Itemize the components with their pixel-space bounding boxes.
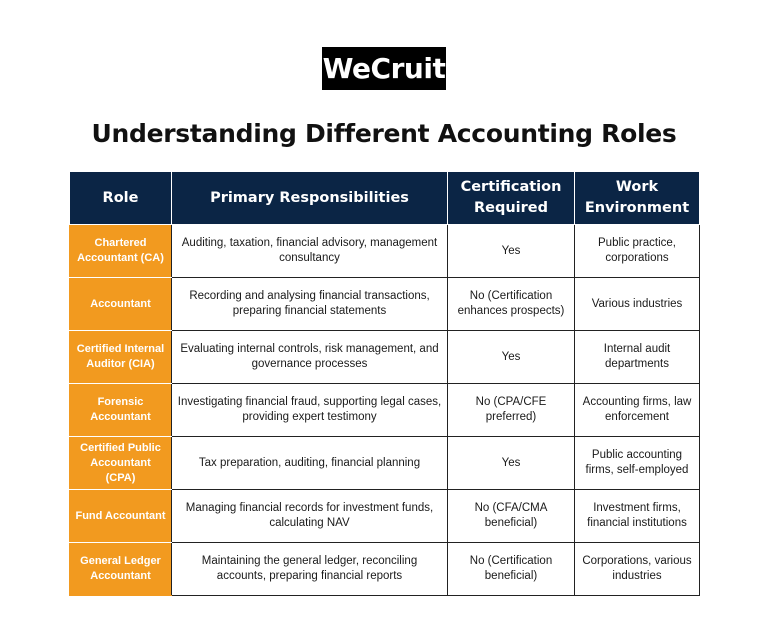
- table-row: [70, 225, 700, 278]
- responsibilities-cell: Recording and analysing financial transactions, preparing financial statements: [172, 278, 448, 331]
- certification-cell: No (Certification enhances prospects): [448, 278, 575, 331]
- responsibilities-cell: Investigating financial fraud, supporting legal cases, providing expert testimony: [172, 384, 448, 437]
- table-body: [70, 225, 700, 596]
- role-cell: General Ledger Accountant: [70, 543, 172, 596]
- responsibilities-cell: Auditing, taxation, financial advisory, management consultancy: [172, 225, 448, 278]
- role-cell: Chartered Accountant (CA): [70, 225, 172, 278]
- table-row: [70, 490, 700, 543]
- table-row: [70, 331, 700, 384]
- responsibilities-cell: Managing financial records for investment funds, calculating NAV: [172, 490, 448, 543]
- certification-cell: Yes: [448, 437, 575, 490]
- header-environment: Work Environment: [575, 172, 700, 225]
- responsibilities-cell: Maintaining the general ledger, reconciling accounts, preparing financial reports: [172, 543, 448, 596]
- table-row: [70, 437, 700, 490]
- header-role: Role: [70, 172, 172, 225]
- logo-text: WeCruit: [322, 51, 446, 85]
- certification-cell: No (CPA/CFE preferred): [448, 384, 575, 437]
- environment-cell: Internal audit departments: [575, 331, 700, 384]
- environment-cell: Accounting firms, law enforcement: [575, 384, 700, 437]
- header-certification: Certification Required: [448, 172, 575, 225]
- responsibilities-cell: Tax preparation, auditing, financial planning: [172, 437, 448, 490]
- table-row: [70, 278, 700, 331]
- role-cell: Certified Internal Auditor (CIA): [70, 331, 172, 384]
- environment-cell: Various industries: [575, 278, 700, 331]
- environment-cell: Investment firms, financial institutions: [575, 490, 700, 543]
- environment-cell: Public practice, corporations: [575, 225, 700, 278]
- certification-cell: No (Certification beneficial): [448, 543, 575, 596]
- accounting-roles-table: [69, 171, 700, 596]
- table-header: [70, 172, 700, 225]
- page-title: Understanding Different Accounting Roles: [91, 119, 677, 148]
- role-cell: Certified Public Accountant (CPA): [70, 437, 172, 490]
- header-responsibilities: Primary Responsibilities: [172, 172, 448, 225]
- certification-cell: Yes: [448, 225, 575, 278]
- certification-cell: Yes: [448, 331, 575, 384]
- table-row: [70, 543, 700, 596]
- environment-cell: Corporations, various industries: [575, 543, 700, 596]
- header-row: [70, 172, 700, 225]
- brand-logo: [322, 47, 446, 90]
- role-cell: Accountant: [70, 278, 172, 331]
- responsibilities-cell: Evaluating internal controls, risk management, and governance processes: [172, 331, 448, 384]
- environment-cell: Public accounting firms, self-employed: [575, 437, 700, 490]
- table-row: [70, 384, 700, 437]
- role-cell: Forensic Accountant: [70, 384, 172, 437]
- certification-cell: No (CFA/CMA beneficial): [448, 490, 575, 543]
- role-cell: Fund Accountant: [70, 490, 172, 543]
